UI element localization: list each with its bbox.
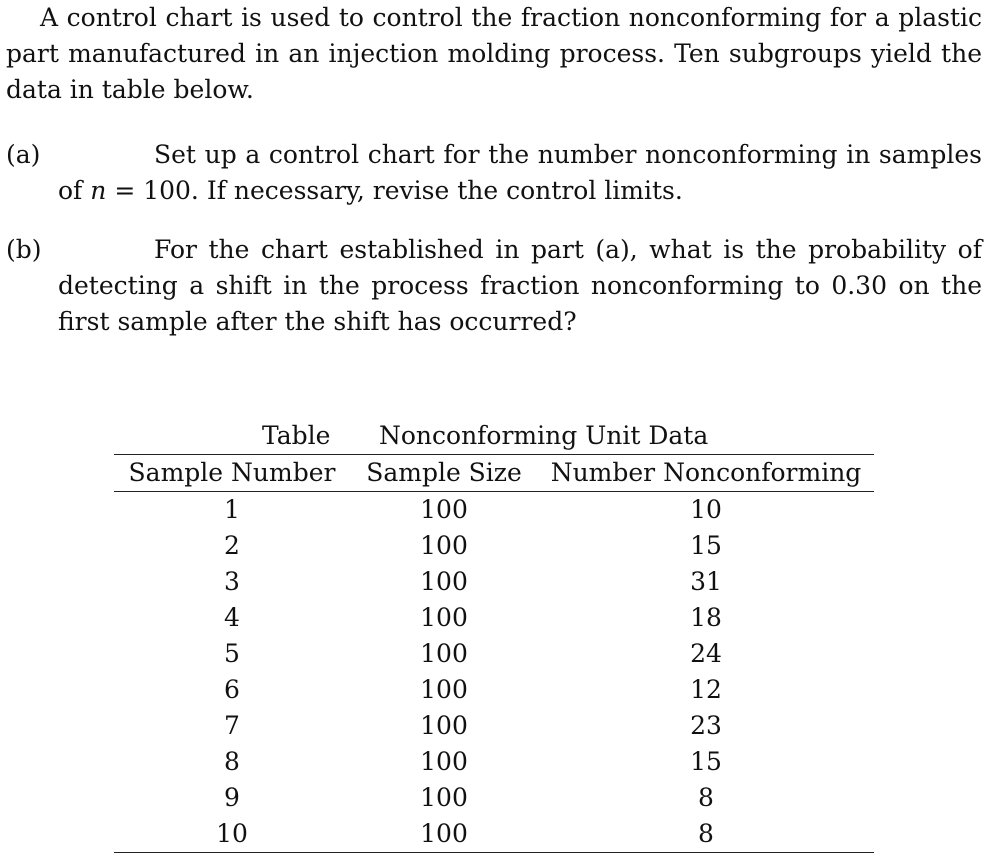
table-caption-title: Nonconforming Unit Data [379, 421, 709, 450]
cell-number-nonconforming: 10 [690, 495, 722, 524]
cell-number-nonconforming: 24 [690, 639, 722, 668]
cell-number-nonconforming: 15 [690, 531, 722, 560]
table-row [114, 528, 874, 564]
table-caption-label: Table [262, 421, 331, 450]
data-table-block [114, 418, 874, 853]
table-row [114, 672, 874, 708]
part-a-text [58, 137, 982, 209]
table-row [114, 636, 874, 672]
table-row [114, 744, 874, 780]
part-b-label: (b) [6, 235, 42, 264]
table-row [114, 780, 874, 816]
part-a-text-after: = 100. If necessary, revise the control limits. [106, 176, 683, 205]
cell-sample-size: 100 [420, 675, 468, 704]
cell-sample-size: 100 [420, 783, 468, 812]
header-sample-size: Sample Size [350, 455, 538, 492]
part-b-text: For the chart established in part (a), what is the probability of detecting a shift in the process fraction nonconforming to 0.30 on the first sample after the shift has occurred? [58, 235, 982, 336]
cell-sample-number: 4 [224, 603, 240, 632]
part-b [6, 232, 982, 340]
cell-sample-number: 7 [224, 711, 240, 740]
cell-number-nonconforming: 31 [690, 567, 722, 596]
part-a-label: (a) [6, 140, 41, 169]
cell-sample-number: 3 [224, 567, 240, 596]
table-row [114, 708, 874, 744]
cell-sample-size: 100 [350, 816, 538, 853]
cell-number-nonconforming: 8 [698, 783, 714, 812]
problem-intro: A control chart is used to control the fraction nonconforming for a plastic part manufactured in an injection molding process. Ten subgroups yield the data in table below. [6, 3, 982, 104]
header-sample-number: Sample Number [114, 455, 350, 492]
cell-number-nonconforming: 15 [690, 747, 722, 776]
cell-sample-number: 1 [224, 495, 240, 524]
cell-sample-size: 100 [420, 711, 468, 740]
table-caption [114, 418, 874, 454]
cell-sample-number: 8 [224, 747, 240, 776]
part-a-math-var: n [90, 176, 107, 205]
table-header-row [114, 455, 874, 492]
cell-sample-size: 100 [420, 567, 468, 596]
cell-sample-size: 100 [420, 531, 468, 560]
table-row [114, 816, 874, 853]
cell-sample-number: 5 [224, 639, 240, 668]
cell-number-nonconforming: 18 [690, 603, 722, 632]
cell-sample-number: 2 [224, 531, 240, 560]
table-row [114, 564, 874, 600]
header-number-nonconforming: Number Nonconforming [538, 455, 874, 492]
cell-sample-size: 100 [420, 603, 468, 632]
cell-sample-number: 9 [224, 783, 240, 812]
table-row [114, 492, 874, 529]
cell-sample-number: 10 [114, 816, 350, 853]
nonconforming-data-table [114, 454, 874, 853]
cell-sample-size: 100 [420, 747, 468, 776]
part-a-text-before: Set up a control chart for the number nonconforming in samples of [58, 140, 982, 205]
cell-number-nonconforming: 23 [690, 711, 722, 740]
part-a [6, 137, 982, 209]
table-row [114, 600, 874, 636]
cell-sample-number: 6 [224, 675, 240, 704]
cell-sample-size: 100 [420, 495, 468, 524]
cell-sample-size: 100 [420, 639, 468, 668]
cell-number-nonconforming: 8 [538, 816, 874, 853]
cell-number-nonconforming: 12 [690, 675, 722, 704]
